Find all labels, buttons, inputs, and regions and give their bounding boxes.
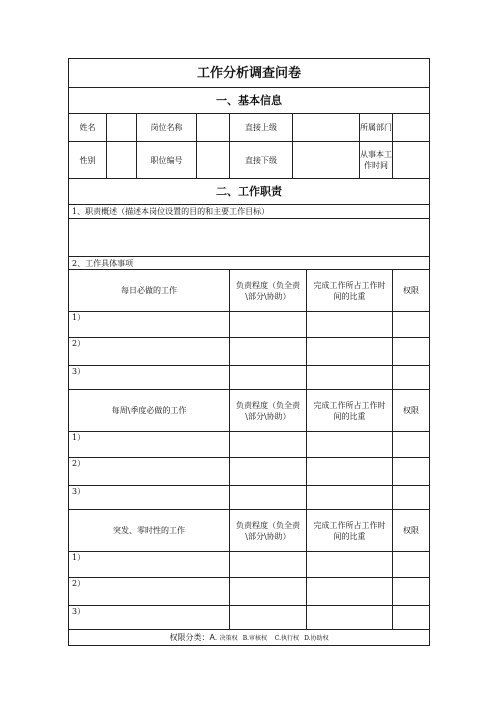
section-basic-info: 一、基本信息 (69, 88, 430, 114)
table-row (69, 578, 430, 606)
superior-cell[interactable] (293, 114, 360, 142)
superior-label: 直接上级 (230, 114, 293, 142)
section-duties: 二、工作职责 (69, 179, 430, 205)
authority-cell[interactable] (393, 432, 430, 458)
authority-cell[interactable] (393, 338, 430, 366)
responsibility-cell[interactable] (230, 578, 307, 606)
table-row (69, 606, 430, 630)
specific-items-label: 2、工作具体事项 (69, 257, 430, 270)
task-cell[interactable]: 3） (69, 486, 230, 510)
legend-a: A. (209, 632, 218, 642)
duty-summary-cell[interactable] (69, 219, 430, 257)
authority-cell[interactable] (393, 578, 430, 606)
task-cell[interactable]: 1） (69, 312, 230, 338)
table-row (69, 338, 430, 366)
authority-cell[interactable] (393, 458, 430, 486)
post-name-label: 岗位名称 (137, 114, 197, 142)
task-cell[interactable]: 2） (69, 578, 230, 606)
name-cell[interactable] (107, 114, 137, 142)
responsibility-header: 负责程度（负全责\部分\协助） (230, 510, 307, 552)
time-ratio-cell[interactable] (307, 606, 393, 630)
time-ratio-cell[interactable] (307, 338, 393, 366)
name-label: 姓名 (69, 114, 107, 142)
dept-cell[interactable] (393, 114, 430, 142)
group-label: 突发、零时性的工作 (69, 510, 230, 552)
responsibility-cell[interactable] (230, 552, 307, 578)
subordinate-cell[interactable] (293, 142, 360, 179)
time-ratio-header: 完成工作所占工作时间的比重 (307, 270, 393, 312)
form-title: 工作分析调查问卷 (69, 59, 430, 88)
task-cell[interactable]: 2） (69, 458, 230, 486)
legend-d: D.协助权 (304, 634, 329, 642)
table-row (69, 312, 430, 338)
table-row (69, 552, 430, 578)
post-no-cell[interactable] (197, 142, 230, 179)
time-ratio-cell[interactable] (307, 458, 393, 486)
time-ratio-cell[interactable] (307, 366, 393, 390)
authority-cell[interactable] (393, 486, 430, 510)
responsibility-header: 负责程度（负全责\部分\协助） (230, 270, 307, 312)
table-row (69, 458, 430, 486)
authority-cell[interactable] (393, 606, 430, 630)
duty-summary-label: 1、职责概述（描述本岗位设置的目的和主要工作目标） (69, 205, 430, 219)
table-row (69, 366, 430, 390)
authority-cell[interactable] (393, 366, 430, 390)
responsibility-cell[interactable] (230, 432, 307, 458)
post-name-cell[interactable] (197, 114, 230, 142)
legend-b: B.审核权 (242, 634, 268, 642)
authority-header: 权限 (393, 510, 430, 552)
years-cell[interactable] (393, 142, 430, 179)
years-label: 从事本工作时间 (360, 142, 393, 179)
dept-label: 所属部门 (360, 114, 393, 142)
subordinate-label: 直接下级 (230, 142, 293, 179)
time-ratio-cell[interactable] (307, 312, 393, 338)
task-cell[interactable]: 1） (69, 552, 230, 578)
time-ratio-cell[interactable] (307, 552, 393, 578)
task-cell[interactable]: 3） (69, 606, 230, 630)
group-label: 每周\季度必做的工作 (69, 390, 230, 432)
time-ratio-header: 完成工作所占工作时间的比重 (307, 510, 393, 552)
post-no-label: 职位编号 (137, 142, 197, 179)
time-ratio-cell[interactable] (307, 432, 393, 458)
table-row (69, 432, 430, 458)
responsibility-cell[interactable] (230, 606, 307, 630)
gender-label: 性别 (69, 142, 107, 179)
time-ratio-cell[interactable] (307, 486, 393, 510)
responsibility-cell[interactable] (230, 458, 307, 486)
responsibility-cell[interactable] (230, 338, 307, 366)
authority-cell[interactable] (393, 552, 430, 578)
task-cell[interactable]: 3） (69, 366, 230, 390)
authority-cell[interactable] (393, 312, 430, 338)
time-ratio-header: 完成工作所占工作时间的比重 (307, 390, 393, 432)
authority-header: 权限 (393, 390, 430, 432)
legend-prefix: 权限分类： (169, 632, 210, 642)
authority-header: 权限 (393, 270, 430, 312)
task-cell[interactable]: 1） (69, 432, 230, 458)
responsibility-cell[interactable] (230, 312, 307, 338)
authority-legend (69, 630, 430, 646)
questionnaire-table (68, 58, 430, 646)
table-row (69, 486, 430, 510)
gender-cell[interactable] (107, 142, 137, 179)
group-label: 每日必做的工作 (69, 270, 230, 312)
responsibility-cell[interactable] (230, 486, 307, 510)
responsibility-header: 负责程度（负全责\部分\协助） (230, 390, 307, 432)
time-ratio-cell[interactable] (307, 578, 393, 606)
legend-c: C.执行权 (274, 634, 299, 642)
legend-a-text: 决策权 (219, 634, 238, 642)
task-cell[interactable]: 2） (69, 338, 230, 366)
responsibility-cell[interactable] (230, 366, 307, 390)
